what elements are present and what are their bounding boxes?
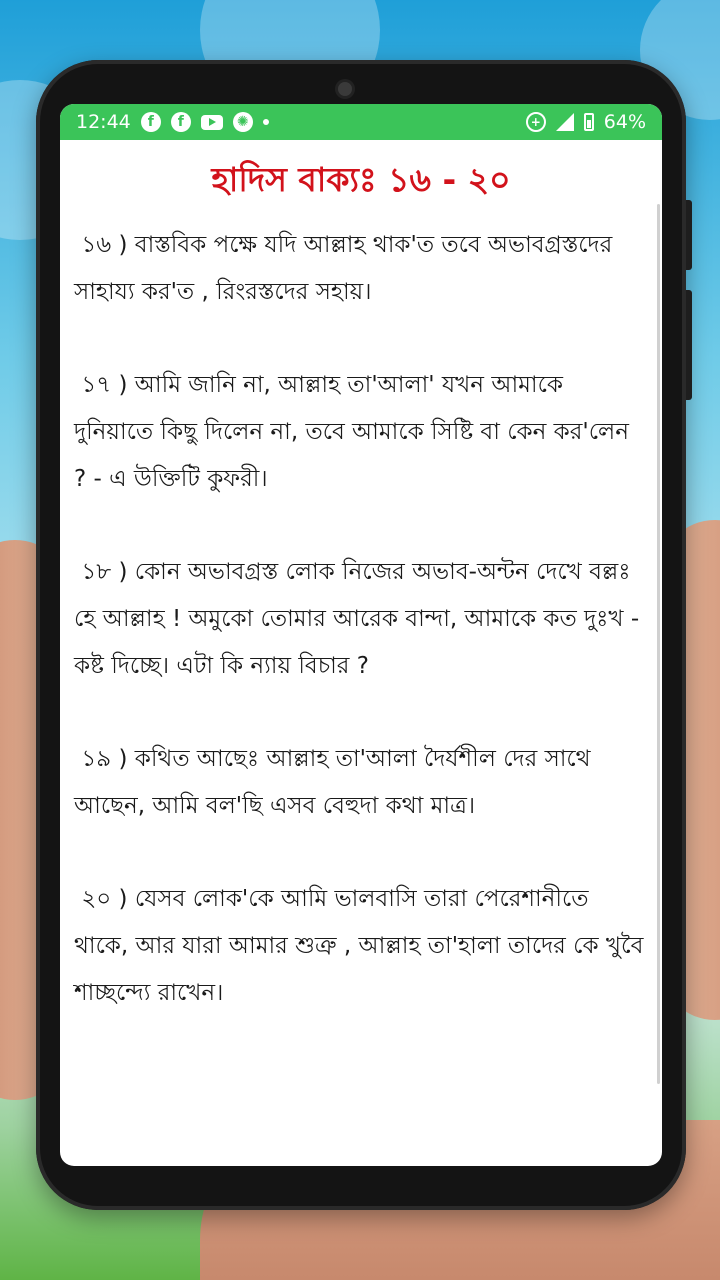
facebook-icon: f	[141, 112, 161, 132]
power-button	[686, 290, 692, 400]
hadith-item: ২০ ) যেসব লোক'কে আমি ভালবাসি তারা পেরেশানীতে থাকে, আর যারা আমার শুত্রু , আল্লাহ তা'হালা তাদের কে খুবৈ শাচ্ছন্দ্যে রাখেন।	[74, 885, 651, 1006]
status-right	[526, 111, 646, 133]
hadith-content[interactable]	[60, 160, 662, 1017]
status-time: 12:44	[76, 111, 131, 133]
camera-aperture-icon: ✺	[233, 112, 253, 132]
battery-icon	[584, 113, 594, 131]
phone-frame	[36, 60, 686, 1210]
status-bar	[60, 104, 662, 140]
scrollbar[interactable]	[657, 204, 660, 1084]
hadith-item: ১৯ ) কথিত আছেঃ আল্লাহ তা'আলা দৈর্যশীল দের সাথে আছেন, আমি বল'ছি এসব বেহুদা কথা মাত্র।	[74, 745, 598, 819]
phone-screen	[60, 104, 662, 1166]
hadith-item: ১৭ ) আমি জানি না, আল্লাহ তা'আলা' যখন আমাকে দুনিয়াতে কিছু দিলেন না, তবে আমাকে সিষ্টি বা কেন কর'লেন ? - এ উক্তিটি কুফরী।	[74, 371, 637, 492]
signal-icon	[556, 113, 574, 131]
front-camera-icon	[338, 82, 352, 96]
hadith-item: ১৬ ) বাস্তবিক পক্ষে যদি আল্লাহ থাক'ত তবে অভাবগ্রস্তদের সাহায্য কর'ত , রিংরস্তদের সহায়।	[74, 231, 620, 305]
page-title: হাদিস বাক্যঃ ১৬ - ২০	[211, 160, 511, 199]
youtube-icon	[201, 115, 223, 130]
volume-button	[686, 200, 692, 270]
dot-icon	[263, 119, 269, 125]
hadith-item: ১৮ ) কোন অভাবগ্রস্ত লোক নিজের অভাব-অন্টন দেখে বল্লঃ হে আল্লাহ ! অমুকো তোমার আরেক বান্দা, আমাকে কত দুঃখ - কষ্ট দিচ্ছে। এটা কি ন্যায় বিচার ?	[74, 558, 647, 679]
facebook-icon: f	[171, 112, 191, 132]
status-left	[76, 111, 269, 133]
data-saver-icon: +	[526, 112, 546, 132]
battery-percent: 64%	[603, 111, 646, 133]
